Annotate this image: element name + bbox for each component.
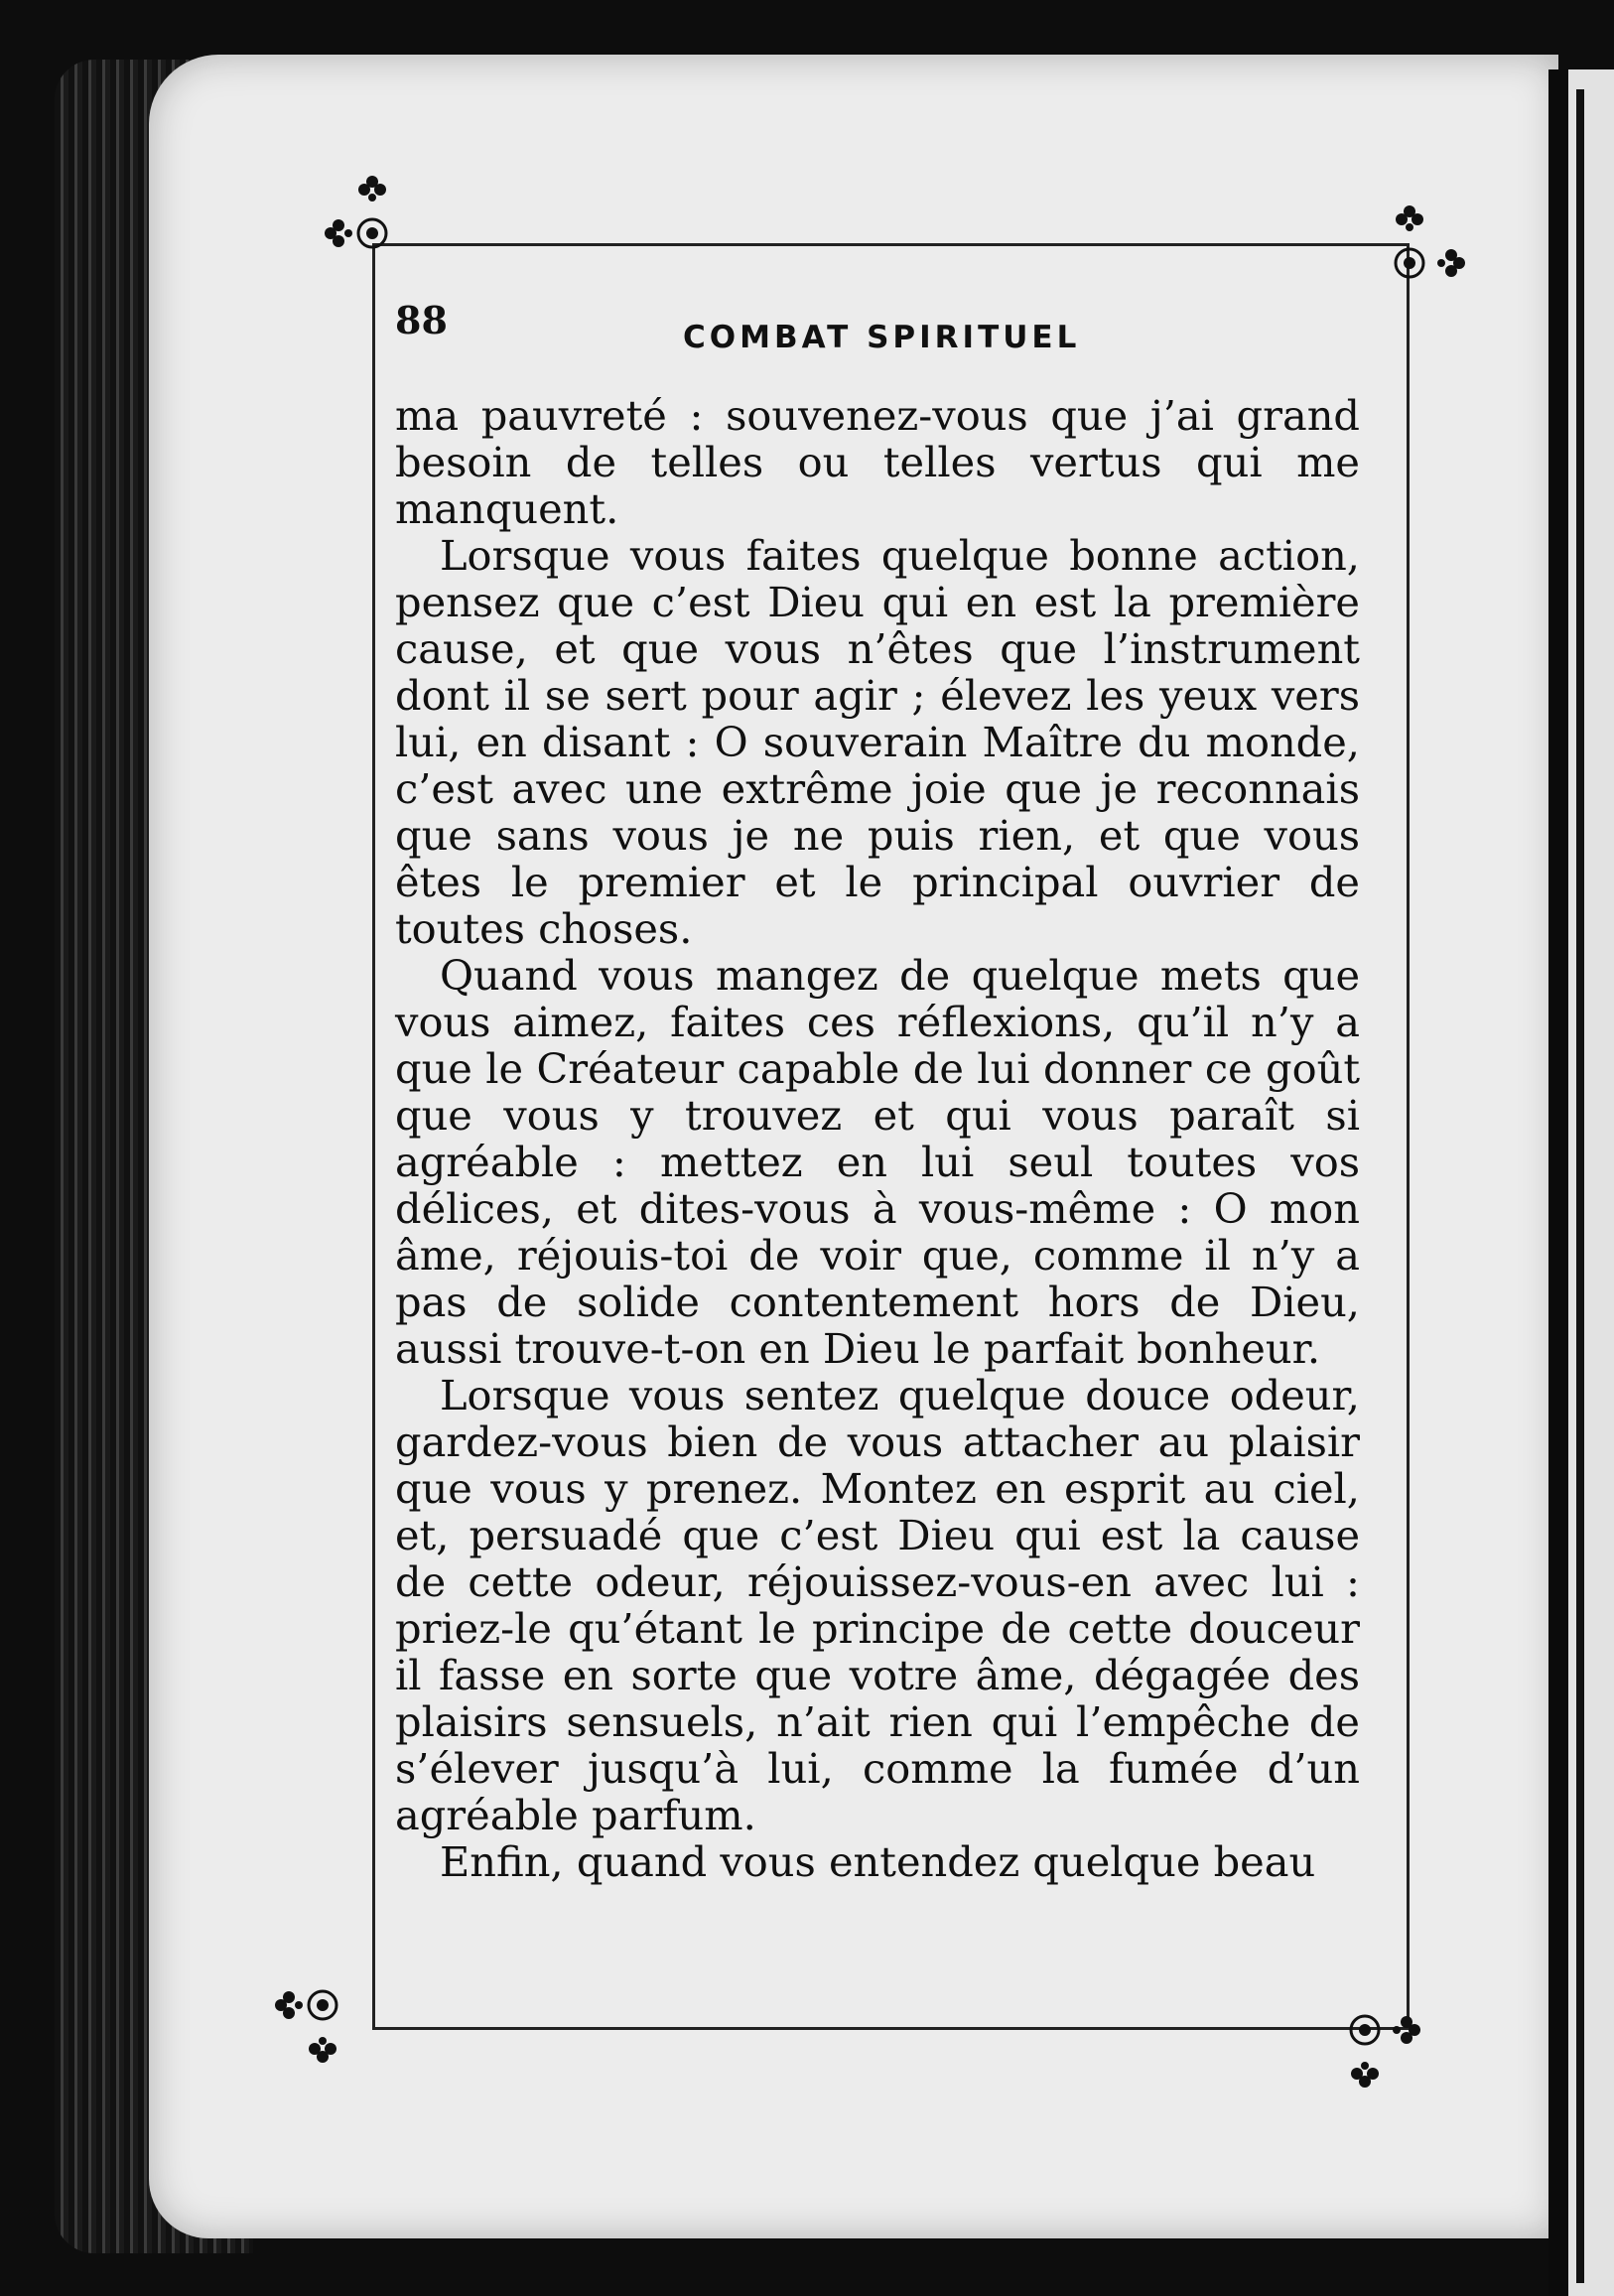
paragraph: ma pauvreté : souvenez-vous que j’ai grand besoin de telles ou telles vertus qui me manquent.: [395, 391, 1360, 533]
corner-ornament-icon: [1370, 194, 1469, 293]
facing-page-shadow: [1576, 89, 1584, 2283]
paragraph: Quand vous mangez de quelque mets que vous aimez, faites ces réflexions, qu’il n’y a que le Créateur capable de lui donner ce goût que vous y trouvez et qui vous paraît si agréable : mettez en lui seul toutes vos délices, et dites-vous à vous-même : O mon âme, réjouis-toi de voir que, comme il n’y a pas de solide contentement hors de Dieu, aussi trouve-t-on en Dieu le parfait bonheur.: [395, 951, 1360, 1373]
corner-ornament-icon: [1325, 2000, 1424, 2099]
page-number: 88: [395, 298, 448, 342]
page-body: [395, 392, 1360, 1885]
paragraph: Lorsque vous faites quelque bonne action, pensez que c’est Dieu qui en est la première cause, et que vous n’êtes que l’instrument dont il se sert pour agir ; élevez les yeux vers lui, en disant : O souverain Maître du monde, c’est avec une extrême joie que je reconnais que sans vous je ne puis rien, et que vous êtes le premier et le principal ouvrier de toutes choses.: [395, 531, 1360, 953]
paragraph: Lorsque vous sentez quelque douce odeur, gardez-vous bien de vous attacher au plaisir que vous y prenez. Montez en esprit au ciel, et, persuadé que c’est Dieu qui est la cause de cette odeur, réjouissez-vous-en avec lui : priez-le qu’étant le principe de cette douceur il fasse en sorte que votre âme, dégagée des plaisirs sensuels, n’ait rien qui l’empêche de s’élever jusqu’à lui, comme la fumée d’un agréable parfum.: [395, 1371, 1360, 1839]
corner-ornament-icon: [323, 164, 422, 263]
running-title: COMBAT SPIRITUEL: [683, 320, 1081, 355]
paragraph: Enfin, quand vous entendez quelque beau: [440, 1837, 1316, 1886]
corner-ornament-icon: [273, 1975, 372, 2075]
running-head: [395, 298, 1388, 357]
